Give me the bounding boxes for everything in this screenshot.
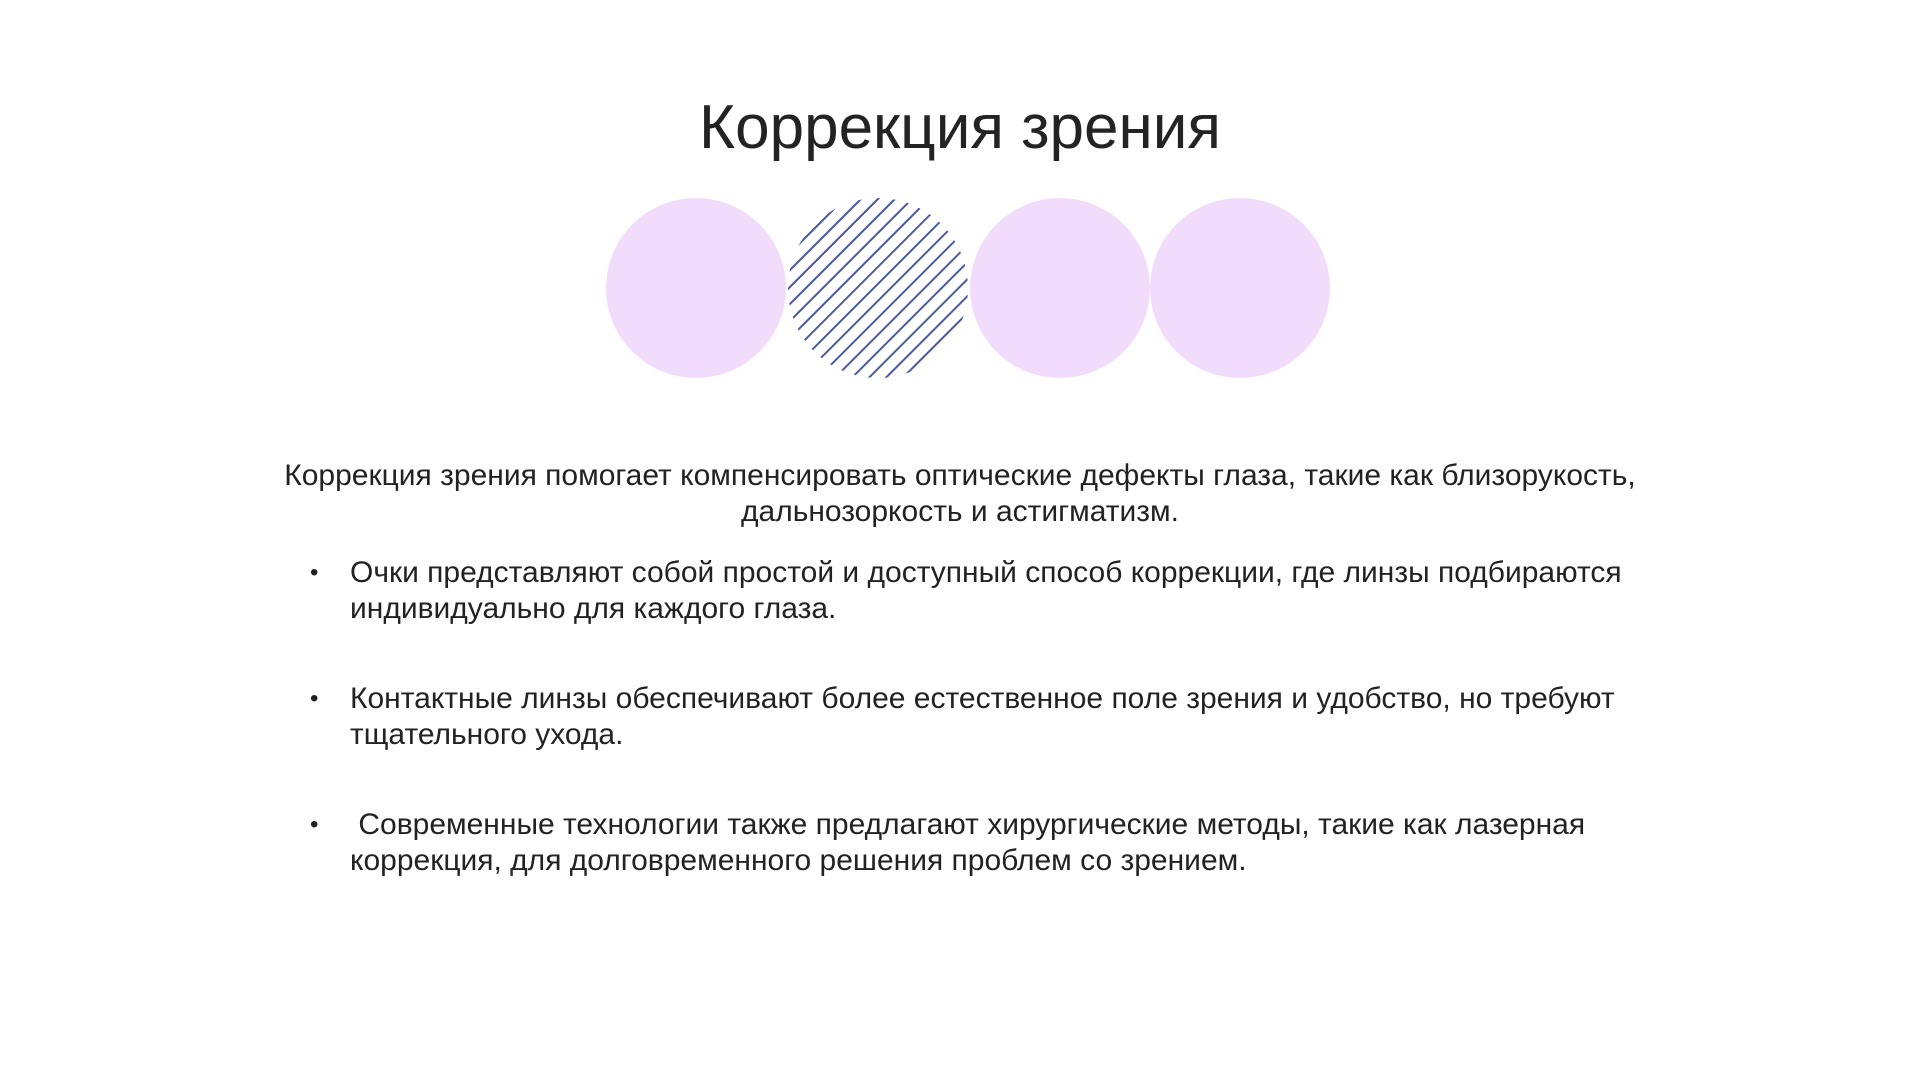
circle-3 — [970, 198, 1150, 378]
decorative-circles — [606, 198, 1330, 378]
circle-1 — [606, 198, 786, 378]
bullet-icon: • — [310, 685, 319, 712]
bullet-list — [310, 555, 1640, 933]
bullet-text: Контактные линзы обеспечивают более естественное поле зрения и удобство, но требуют тщательного ухода. — [350, 682, 1615, 751]
bullet-text: Современные технологии также предлагают хирургические методы, такие как лазерная коррекция, для долговременного решения проблем со зрением. — [350, 808, 1594, 877]
circle-2-hatched — [788, 198, 968, 378]
slide-title: Коррекция зрения — [699, 93, 1221, 162]
bullet-icon: • — [310, 811, 319, 838]
circles-graphic — [606, 198, 1330, 378]
bullet-icon: • — [310, 559, 319, 586]
bullet-text: Очки представляют собой простой и доступный способ коррекции, где линзы подбираются индивидуально для каждого глаза. — [350, 556, 1622, 625]
bullet-item — [310, 681, 1640, 753]
circle-4 — [1150, 198, 1330, 378]
intro-paragraph: Коррекция зрения помогает компенсировать оптические дефекты глаза, такие как близорукость, дальнозоркость и астигматизм. — [284, 459, 1636, 528]
bullet-item — [310, 555, 1640, 627]
bullet-item — [310, 807, 1640, 879]
